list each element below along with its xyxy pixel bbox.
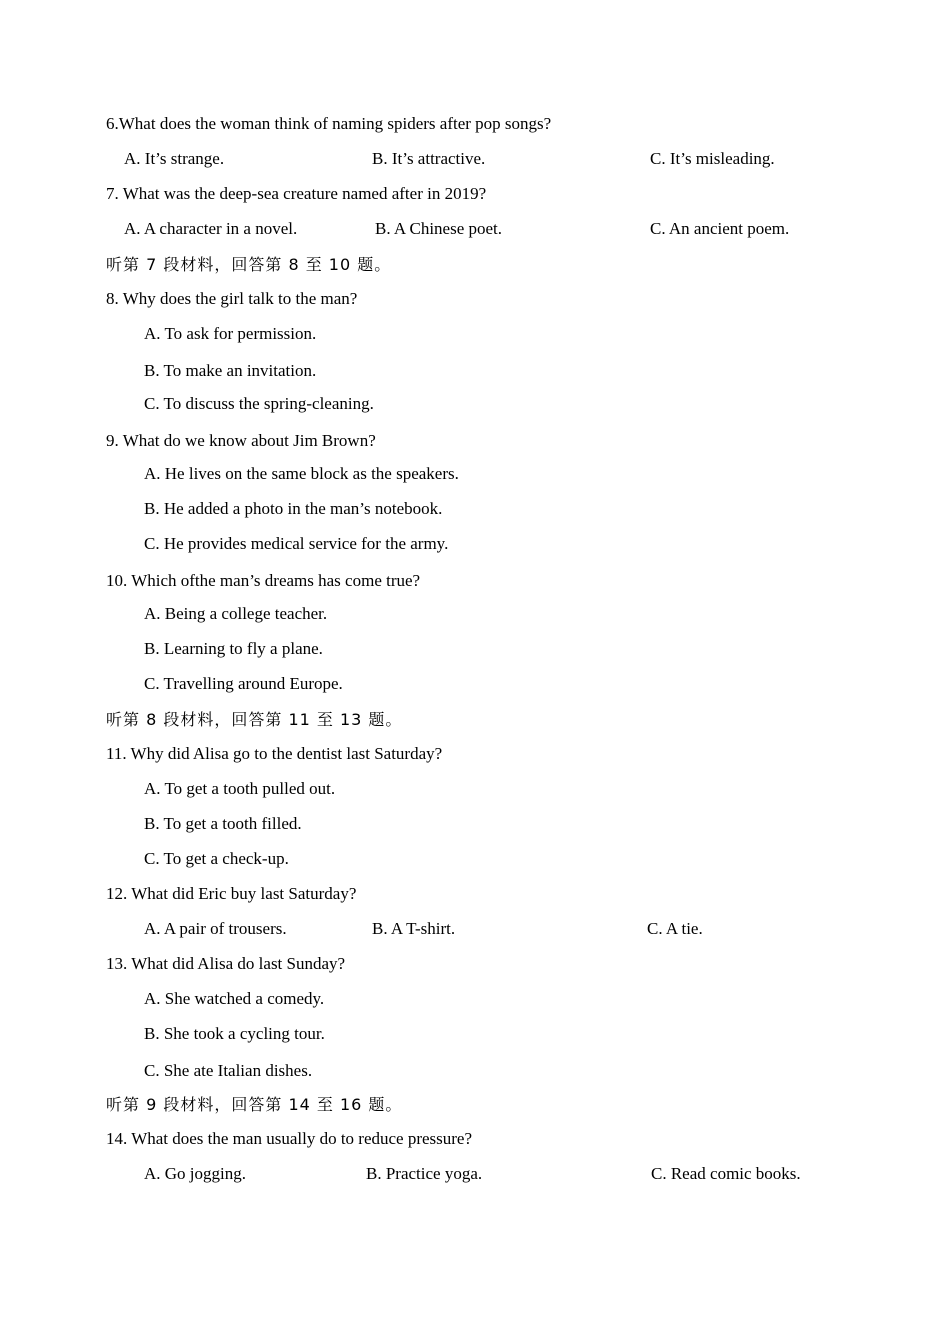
q9-option-c: C. He provides medical service for the army. [144,534,449,553]
q10-option-c: C. Travelling around Europe. [144,674,343,693]
q13-option-b: B. She took a cycling tour. [144,1024,325,1043]
q7-option-b: B. A Chinese poet. [375,219,503,238]
q6-option-b: B. It’s attractive. [372,149,486,168]
question-9: 9. What do we know about Jim Brown? [106,431,376,450]
section-9-instruction: 听第 9 段材料，回答第 14 至 16 题。 [106,1095,403,1114]
q6-option-c: C. It’s misleading. [650,149,775,168]
q8-option-b: B. To make an invitation. [144,361,317,380]
q11-option-c: C. To get a check-up. [144,849,289,868]
q13-option-a: A. She watched a comedy. [144,989,325,1008]
q12-option-b: B. A T-shirt. [372,919,456,938]
q8-option-c: C. To discuss the spring-cleaning. [144,394,374,413]
q6-option-a: A. It’s strange. [124,149,225,168]
question-6: 6.What does the woman think of naming spiders after pop songs? [106,114,552,133]
q14-option-c: C. Read comic books. [651,1164,801,1183]
q11-option-b: B. To get a tooth filled. [144,814,302,833]
q9-option-b: B. He added a photo in the man’s notebook. [144,499,443,518]
section-8-instruction: 听第 8 段材料，回答第 11 至 13 题。 [106,710,403,729]
q12-option-a: A. A pair of trousers. [144,919,287,938]
question-14: 14. What does the man usually do to reduce pressure? [106,1129,473,1148]
q14-option-b: B. Practice yoga. [366,1164,483,1183]
question-12: 12. What did Eric buy last Saturday? [106,884,357,903]
question-8: 8. Why does the girl talk to the man? [106,289,358,308]
question-13: 13. What did Alisa do last Sunday? [106,954,346,973]
q12-option-c: C. A tie. [647,919,703,938]
q11-option-a: A. To get a tooth pulled out. [144,779,336,798]
q7-option-c: C. An ancient poem. [650,219,790,238]
q10-option-a: A. Being a college teacher. [144,604,328,623]
q8-option-a: A. To ask for permission. [144,324,317,343]
q10-option-b: B. Learning to fly a plane. [144,639,323,658]
q14-option-a: A. Go jogging. [144,1164,246,1183]
section-7-instruction: 听第 7 段材料，回答第 8 至 10 题。 [106,255,392,274]
q9-option-a: A. He lives on the same block as the speakers. [144,464,459,483]
question-10: 10. Which ofthe man’s dreams has come true? [106,571,421,590]
question-7: 7. What was the deep-sea creature named after in 2019? [106,184,487,203]
q13-option-c: C. She ate Italian dishes. [144,1061,313,1080]
question-11: 11. Why did Alisa go to the dentist last Saturday? [106,744,443,763]
q7-option-a: A. A character in a novel. [124,219,298,238]
